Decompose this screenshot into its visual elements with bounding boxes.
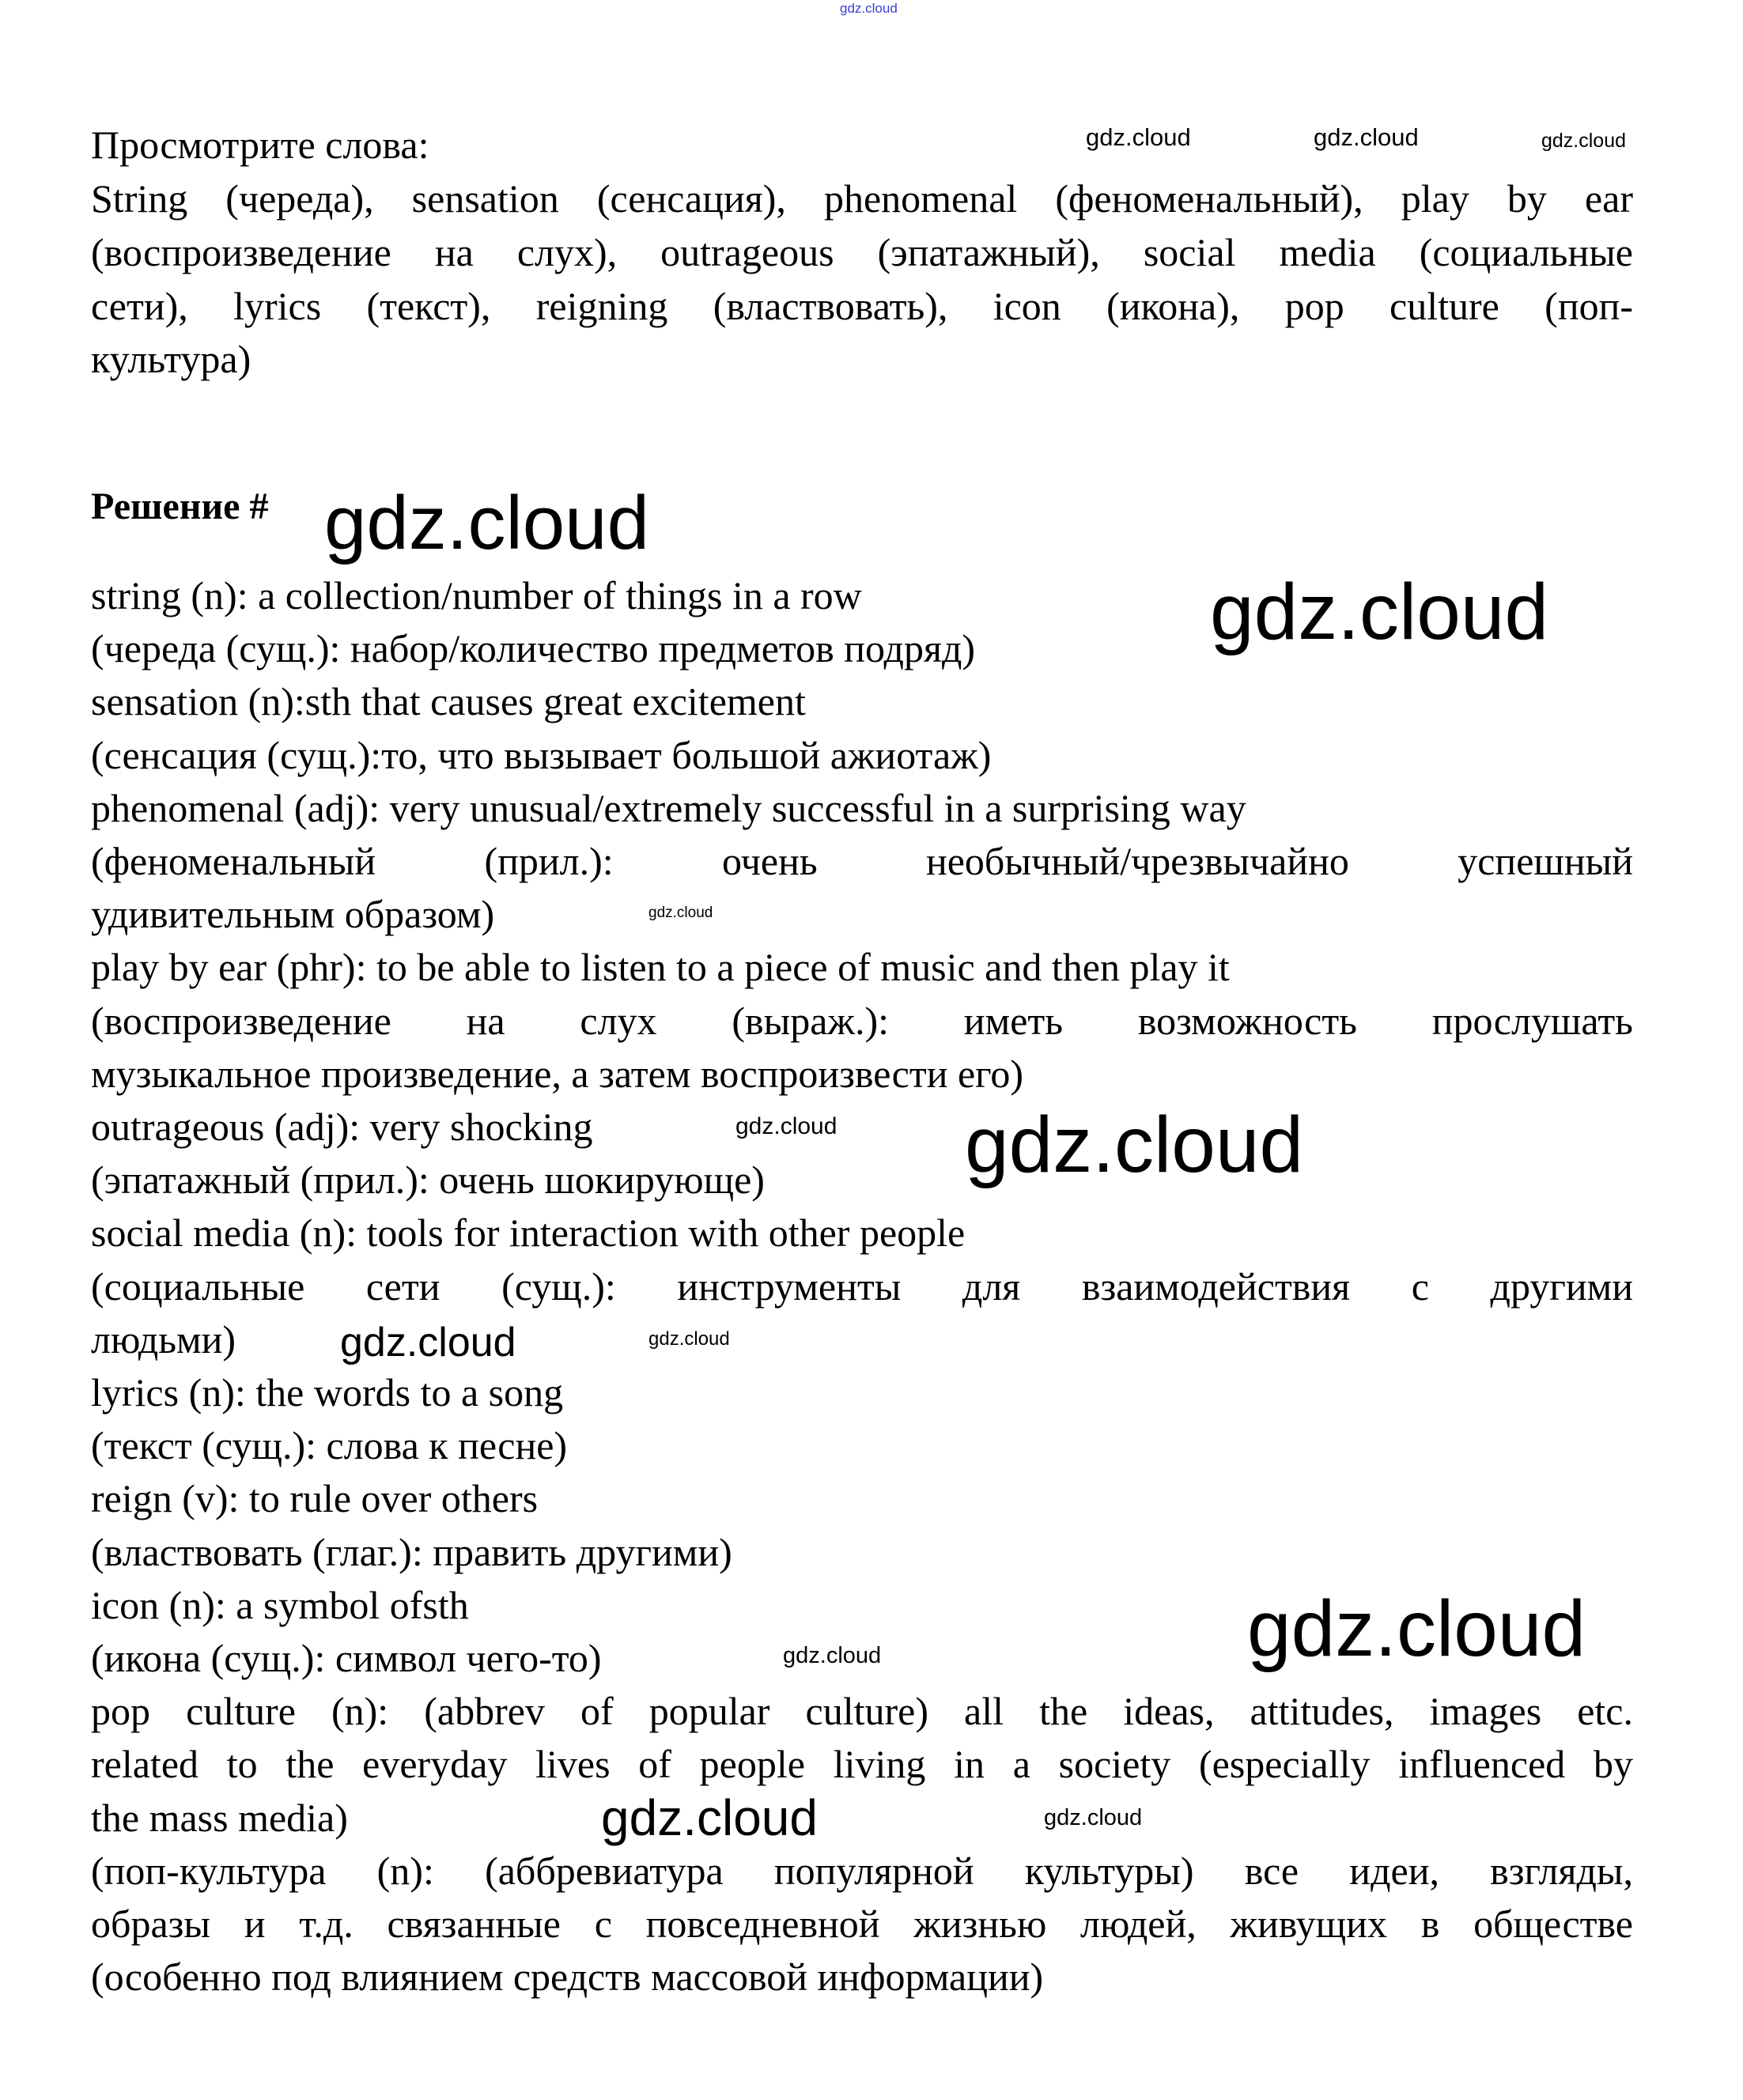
text-line: social media (n): tools for interaction with other people [91, 1211, 966, 1256]
text-line: play by ear (phr): to be able to listen to a piece of music and then play it [91, 945, 1230, 990]
text-line: reign (v): to rule over others [91, 1476, 539, 1521]
text-line: (текст (сущ.): слова к песне) [91, 1423, 568, 1468]
text-line: образы и т.д. связанные с повседневной жизнью людей, живущих в обществе [91, 1902, 1633, 1946]
watermark: gdz.cloud [1541, 130, 1627, 152]
text-line: (эпатажный (прил.): очень шокирующе) [91, 1158, 765, 1203]
text-line: the mass media) [91, 1795, 348, 1840]
watermark: gdz.cloud [648, 1328, 730, 1350]
watermark: gdz.cloud [340, 1320, 516, 1365]
text-line: string (n): a collection/number of things in a row [91, 573, 862, 618]
solution-heading: Решение # [91, 485, 269, 527]
text-line: (феноменальный (прил.): очень необычный/чрезвычайно успешный [91, 839, 1633, 883]
watermark: gdz.cloud [1247, 1584, 1586, 1673]
top-watermark: gdz.cloud [840, 1, 898, 16]
watermark: gdz.cloud [783, 1643, 882, 1668]
text-line: людьми) [91, 1316, 236, 1362]
watermark: gdz.cloud [324, 481, 649, 565]
text-line: (воспроизведение на слух (выраж.): иметь возможность прослушать [91, 998, 1633, 1043]
text-line: музыкальное произведение, а затем воспроизвести его) [91, 1051, 1024, 1096]
text-line: сети), lyrics (текст), reigning (властвовать), icon (икона), pop culture (поп- [91, 283, 1633, 328]
watermark: gdz.cloud [601, 1789, 818, 1846]
watermark: gdz.cloud [1044, 1805, 1143, 1830]
watermark: gdz.cloud [1210, 568, 1549, 656]
watermark: gdz.cloud [1314, 123, 1419, 151]
text-line: (череда (сущ.): набор/количество предметов подряд) [91, 626, 976, 671]
text-line: удивительным образом) [91, 892, 495, 937]
text-line: outrageous (adj): very shocking [91, 1105, 593, 1149]
text-line: pop culture (n): (abbrev of popular culture) all the ideas, attitudes, images etc. [91, 1689, 1633, 1734]
watermark: gdz.cloud [965, 1101, 1304, 1189]
text-line: (икона (сущ.): символ чего-то) [91, 1636, 602, 1680]
text-line: related to the everyday lives of people living in a society (especially influenced by [91, 1742, 1633, 1787]
text-line: icon (n): a symbol ofsth [91, 1582, 469, 1627]
text-line: (поп-культура (n): (аббревиатура популярной культуры) все идеи, взгляды, [91, 1848, 1633, 1893]
text-line: (особенно под влиянием средств массовой информации) [91, 1955, 1044, 2000]
watermark: gdz.cloud [1086, 123, 1191, 151]
text-line: lyrics (n): the words to a song [91, 1370, 564, 1414]
task-title: Просмотрите слова: [91, 123, 429, 167]
text-line: (социальные сети (сущ.): инструменты для взаимодействия с другими [91, 1263, 1633, 1309]
text-line: (сенсация (сущ.):то, что вызывает большой ажиотаж) [91, 732, 992, 777]
text-line: String (череда), sensation (сенсация), phenomenal (феноменальный), play by ear [91, 176, 1633, 221]
text-line: культура) [91, 337, 251, 382]
text-line: (властвовать (глаг.): править другими) [91, 1529, 732, 1574]
watermark: gdz.cloud [735, 1113, 837, 1139]
text-line: sensation (n):sth that causes great excitement [91, 679, 806, 724]
text-line: (воспроизведение на слух), outrageous (эпатажный), social media (социальные [91, 229, 1633, 274]
watermark: gdz.cloud [648, 905, 713, 921]
text-line: phenomenal (adj): very unusual/extremely successful in a surprising way [91, 785, 1246, 830]
